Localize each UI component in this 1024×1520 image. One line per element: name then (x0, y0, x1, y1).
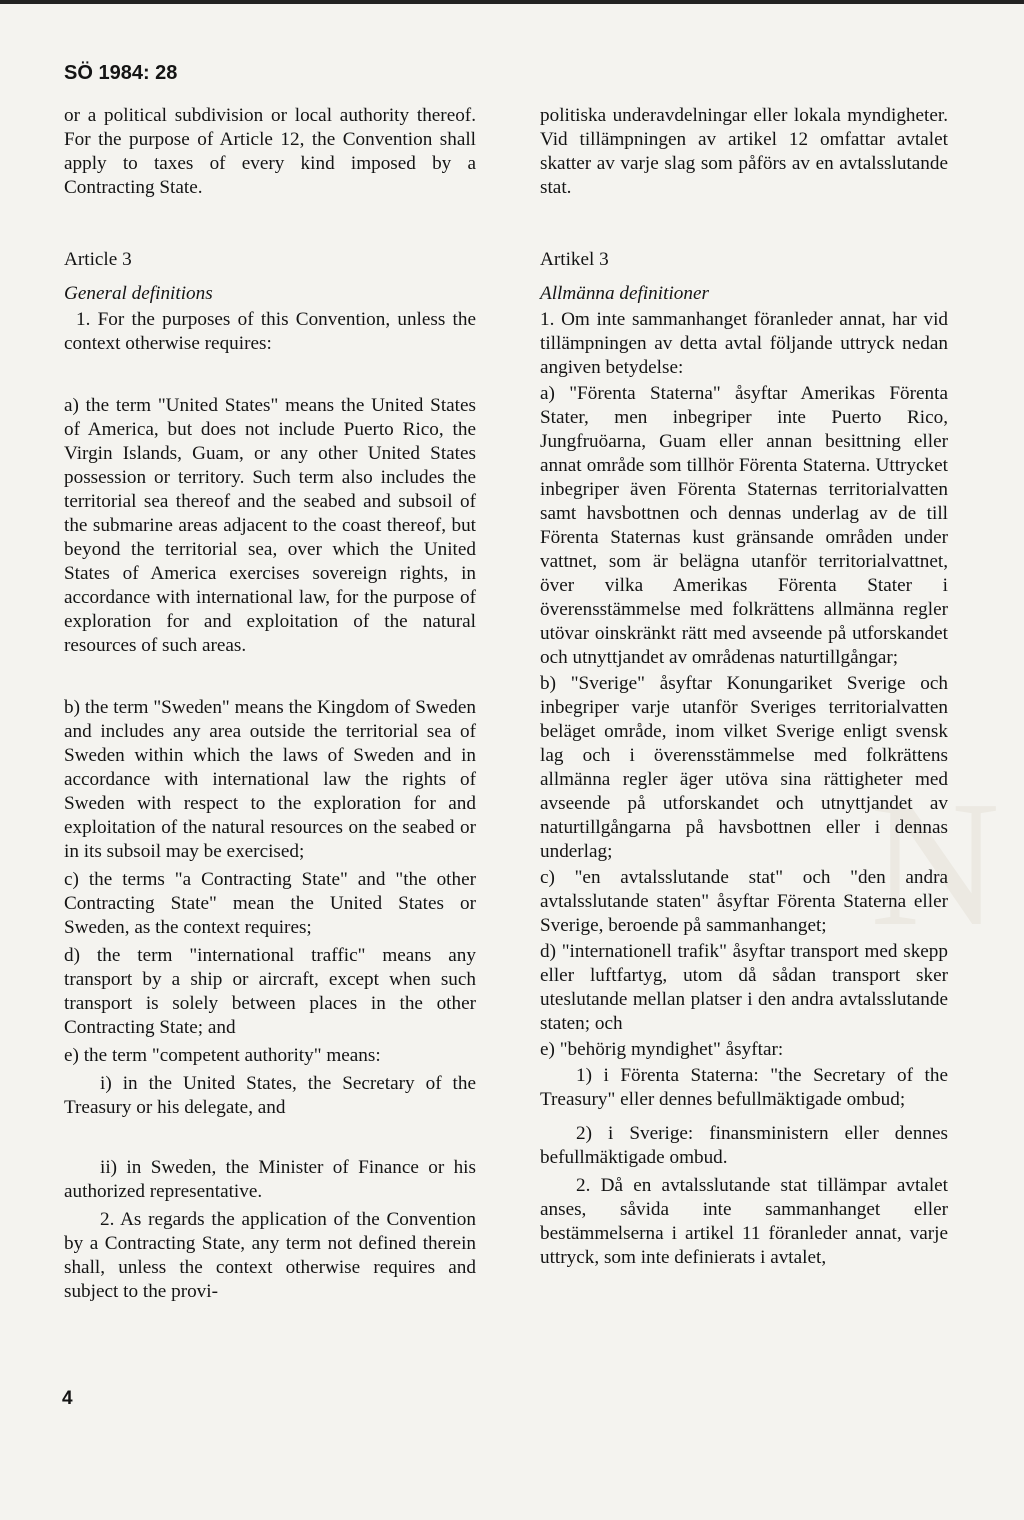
sv-definition-d: d) "internationell trafik" åsyftar transport med skepp eller luftfartyg, utom då sådan transport sker uteslutande mellan platser i den andra avtalsslutande staten; och (540, 941, 948, 1034)
en-article-subtitle: General definitions (64, 283, 213, 304)
en-paragraph-2: 2. As regards the application of the Convention by a Contracting State, any term not defined therein shall, unless the context otherwise requires and subject to the provi- (64, 1209, 476, 1302)
en-definition-d: d) the term "international traffic" means any transport by a ship or aircraft, except when such transport is solely between places in the other Contracting State; and (64, 945, 476, 1038)
sv-definition-e-ii: 2) i Sverige: finansministern eller dennes befullmäktigade ombud. (540, 1123, 948, 1168)
sv-definition-e: e) "behörig myndighet" åsyftar: (540, 1039, 784, 1060)
english-column (64, 104, 476, 1304)
en-definition-c: c) the terms "a Contracting State" and "the other Contracting State" mean the United States or Sweden, as the context requires; (64, 869, 476, 938)
en-definition-e-i: i) in the United States, the Secretary of the Treasury or his delegate, and (64, 1073, 476, 1118)
top-border-line (0, 0, 1024, 4)
sv-paragraph-2: 2. Då en avtalsslutande stat tillämpar avtalet anses, såvida inte sammanhanget eller bestämmelserna i artikel 11 föranleder annat, varje uttryck, som inte definierats i avtalet, (540, 1175, 948, 1268)
page-number: 4 (62, 1388, 73, 1409)
background-watermark: N (870, 764, 1000, 963)
en-intro-paragraph: or a political subdivision or local authority thereof. For the purpose of Article 12, the Convention shall apply to taxes of every kind imposed by a Contracting State. (64, 105, 476, 198)
sv-definition-e-i: 1) i Förenta Staterna: "the Secretary of the Treasury" eller dennes befullmäktigade ombud; (540, 1065, 948, 1110)
en-definition-e: e) the term "competent authority" means: (64, 1045, 381, 1066)
en-paragraph-1: 1. For the purposes of this Convention, unless the context otherwise requires: (64, 309, 476, 354)
sv-definition-b: b) "Sverige" åsyftar Konungariket Sverige och inbegriper varje utanför Sveriges territorialvatten beläget område, inom vilket Sverige enligt svensk lag och i överensstämmelse med folkrättens allmänna regler äger utöva sina rättigheter med avseende på utforskandet och utnyttjandet av naturtillgångarna på havsbottnen eller i dennas underlag; (540, 673, 948, 862)
sv-article-subtitle: Allmänna definitioner (540, 283, 709, 304)
en-definition-e-ii: ii) in Sweden, the Minister of Finance or his authorized representative. (64, 1157, 476, 1202)
sv-paragraph-1: 1. Om inte sammanhanget föranleder annat, har vid tillämpningen av detta avtal följande uttryck nedan angiven betydelse: (540, 309, 948, 378)
sv-article-title: Artikel 3 (540, 249, 609, 270)
en-article-title: Article 3 (64, 249, 132, 270)
en-definition-a: a) the term "United States" means the United States of America, but does not include Puerto Rico, the Virgin Islands, Guam, or any other United States possession or territory. Such term also includes the territorial sea thereof and the seabed and subsoil of the submarine areas adjacent to the coast thereof, but beyond the territorial sea, over which the United States of America exercises sovereign rights, in accordance with international law, for the purpose of exploration for and exploitation of the natural resources of such areas. (64, 395, 476, 656)
swedish-column (540, 104, 948, 1270)
sv-definition-a: a) "Förenta Staterna" åsyftar Amerikas Förenta Stater, men inbegriper inte Puerto Rico, Jungfruöarna, Guam eller annan besittning eller annat område som tillhör Förenta Staterna. Uttrycket inbegriper även Förenta Staternas territorialvatten samt havsbottnen och dennas underlag av de till Förenta Staternas kust gränsande områden under vattnet, som är belägna utanför territorialvattnet, över vilka Amerikas Förenta Stater i överensstämmelse med folkrättens allmänna regler utövar oinskränkt rätt med avseende på utforskandet och utnyttjandet av områdenas naturtillgångar; (540, 383, 948, 668)
sv-definition-c: c) "en avtalsslutande stat" och "den andra avtalsslutande staten" åsyftar Förenta Staterna eller Sverige, beroende på sammanhanget; (540, 867, 948, 936)
document-reference-header: SÖ 1984: 28 (64, 62, 178, 84)
en-definition-b: b) the term "Sweden" means the Kingdom of Sweden and includes any area outside the territorial sea of Sweden within which the laws of Sweden and in accordance with international law the rights of Sweden with respect to the exploration for and exploitation of the natural resources on the seabed or in its subsoil may be exercised; (64, 697, 476, 862)
sv-intro-paragraph: politiska underavdelningar eller lokala myndigheter. Vid tillämpningen av artikel 12 omfattar avtalet skatter av varje slag som påförs av en avtalsslutande stat. (540, 105, 948, 198)
